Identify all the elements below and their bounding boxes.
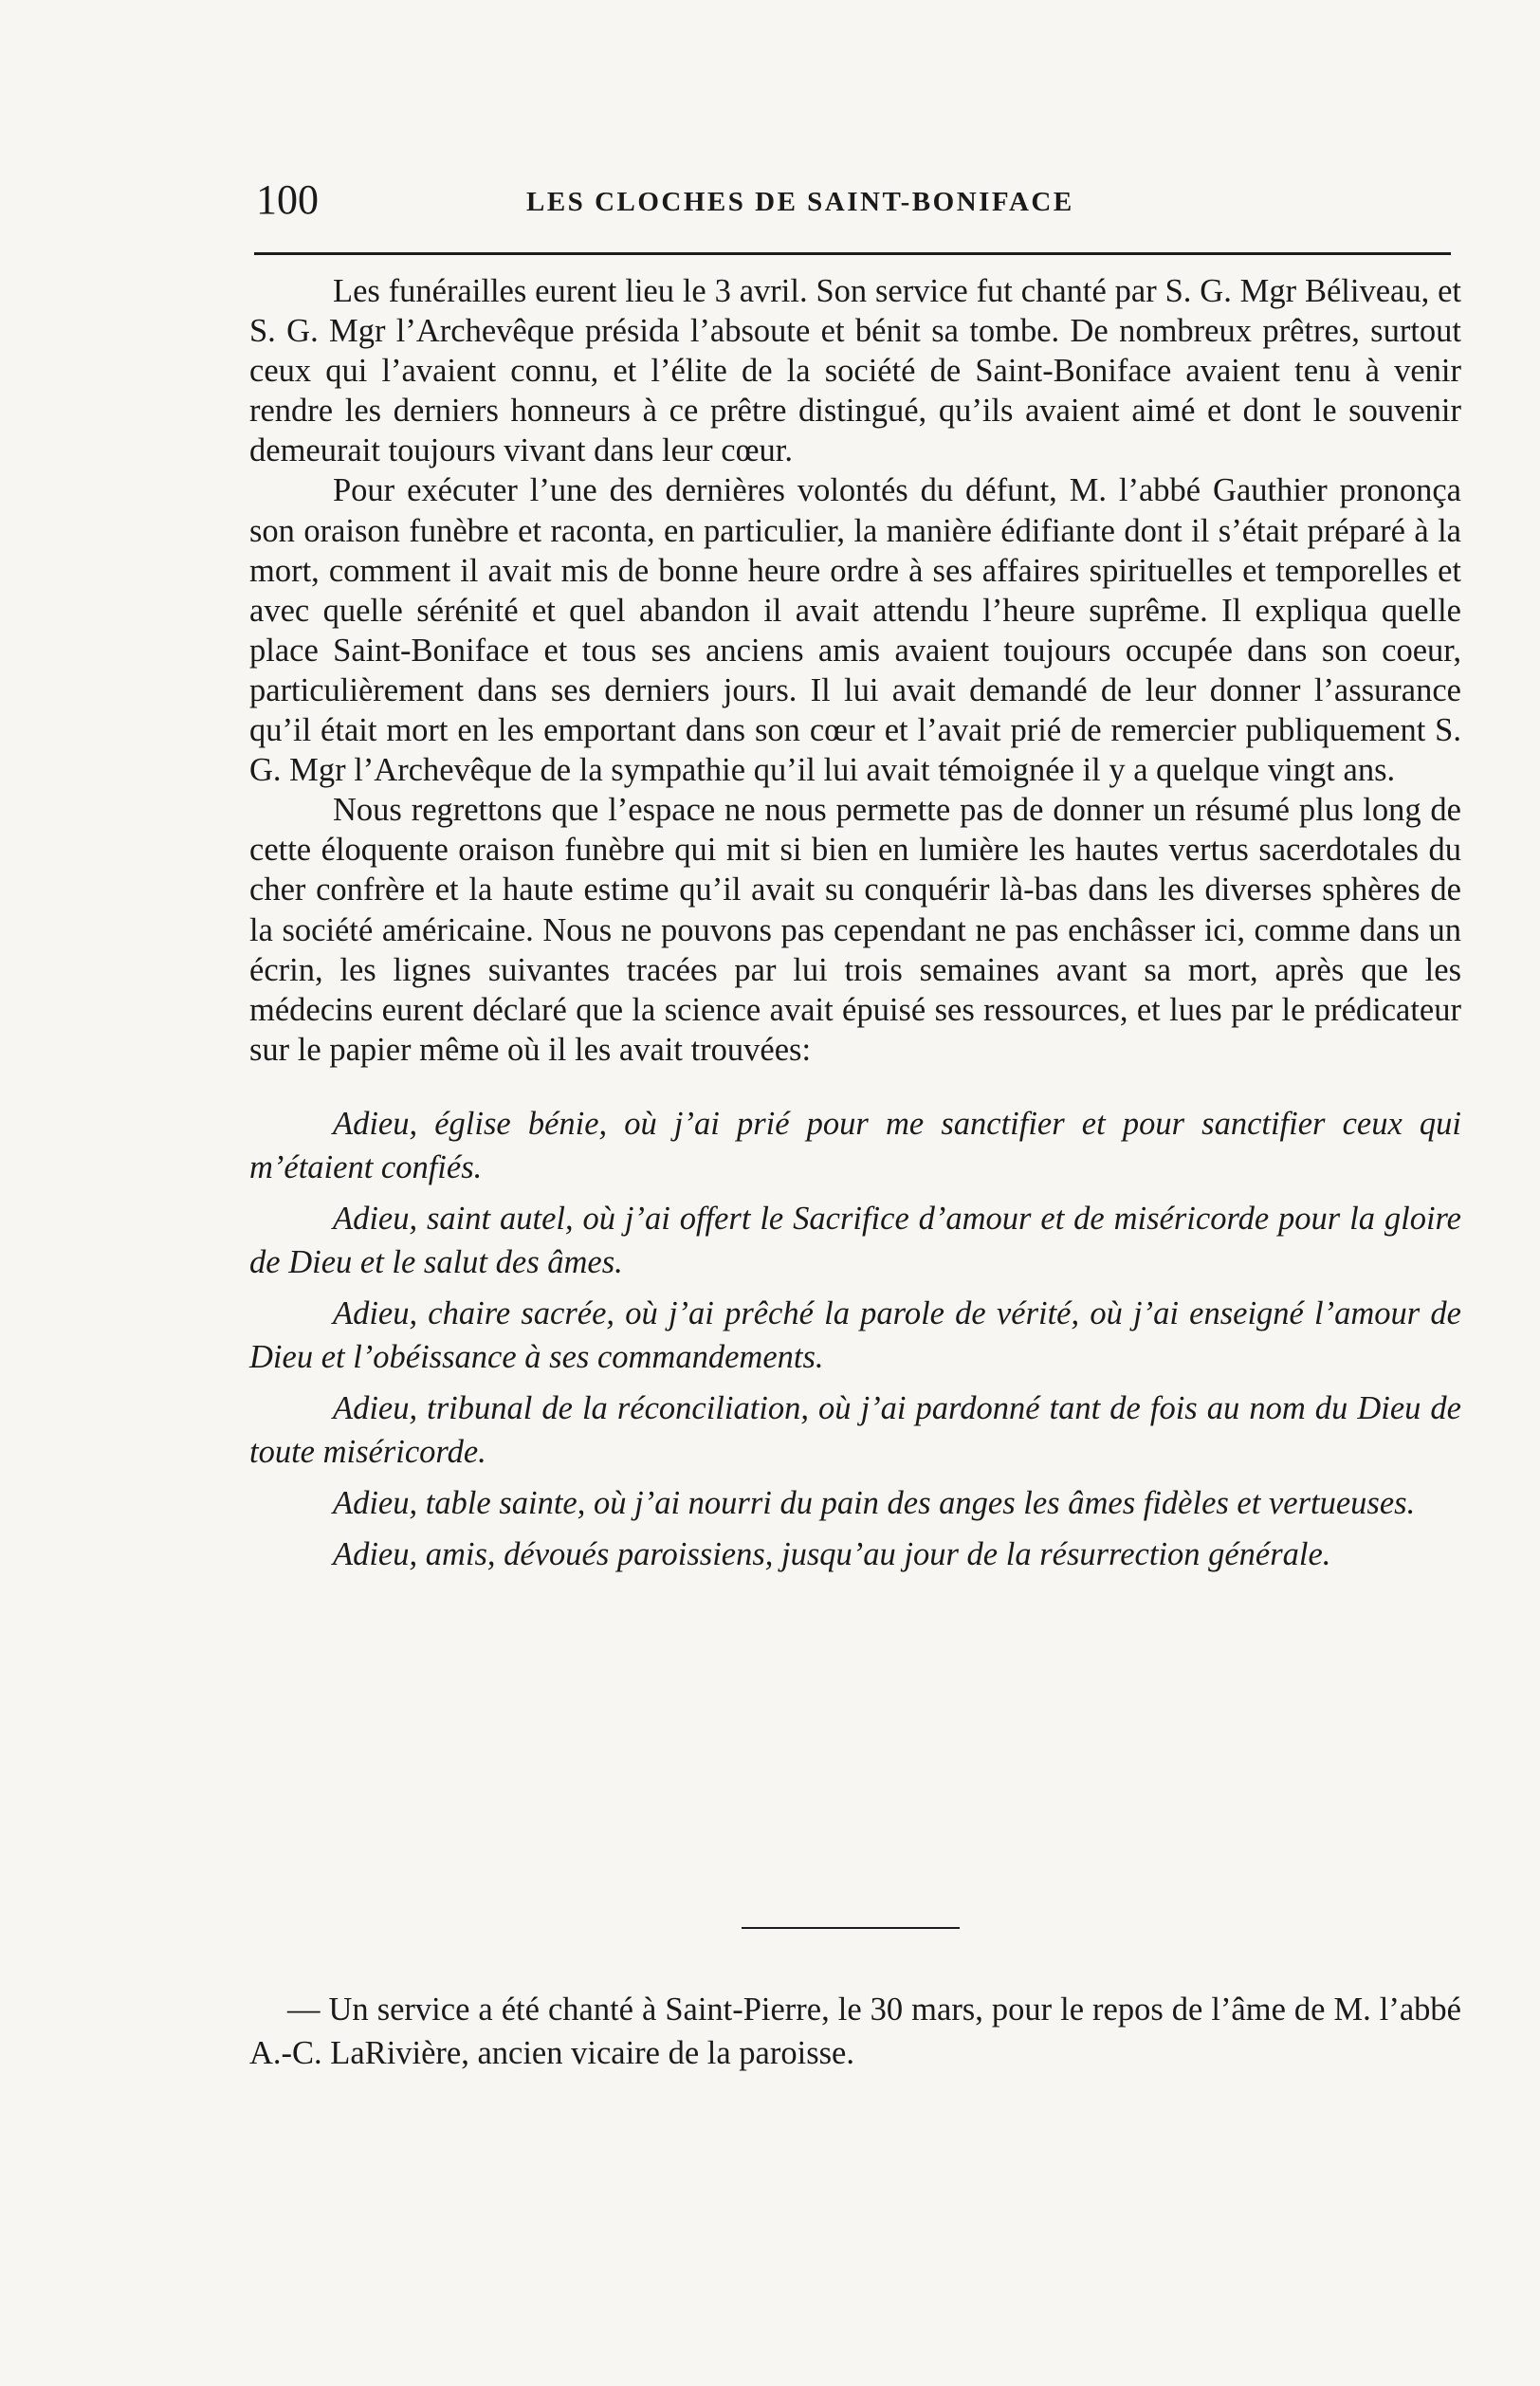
page-header: [251, 175, 1456, 232]
main-text: [249, 271, 1461, 1584]
section-divider: [742, 1927, 960, 1929]
farewell-line: Adieu, église bénie, où j’ai prié pour me sanctifier et pour sanctifier ceux qui m’étaient confiés.: [249, 1105, 1461, 1185]
farewell-line: Adieu, tribunal de la réconciliation, où j’ai pardonné tant de fois au nom du Dieu de toute miséricorde.: [249, 1389, 1461, 1470]
page-number: 100: [256, 176, 319, 223]
farewell-line: Adieu, saint autel, où j’ai offert le Sacrifice d’amour et de miséricorde pour la gloire de Dieu et le salut des âmes.: [249, 1200, 1461, 1280]
notice-text: — Un service a été chanté à Saint-Pierre, le 30 mars, pour le repos de l’âme de M. l’abbé A.-C. LaRivière, ancien vicaire de la paroisse.: [249, 1991, 1461, 2071]
paragraph-regrets: Nous regrettons que l’espace ne nous permette pas de donner un résumé plus long de cette éloquente oraison funèbre qui mit si bien en lumière les hautes vertus sacerdotales du cher confrère et la haute estime qu’il avait su conquérir là-bas dans les diverses sphères de la société américaine. Nous ne pouvons pas cependant ne pas enchâsser ici, comme dans un écrin, les lignes suivantes tracées par lui trois semaines avant sa mort, après que les médecins eurent déclaré que la science avait épuisé ses ressources, et lues par le prédicateur sur le papier même où il les avait trouvées:: [249, 792, 1461, 1068]
farewell-line: Adieu, chaire sacrée, où j’ai prêché la parole de vérité, où j’ai enseigné l’amour de Dieu et l’obéissance à ses commandements.: [249, 1294, 1461, 1375]
farewell-line: Adieu, amis, dévoués paroissiens, jusqu’au jour de la résurrection générale.: [333, 1535, 1331, 1572]
paragraph-funerals: Les funérailles eurent lieu le 3 avril. Son service fut chanté par S. G. Mgr Béliveau, et S. G. Mgr l’Archevêque présida l’absoute et bénit sa tombe. De nombreux prêtres, surtout ceux qui l’avaient connu, et l’élite de la société de Saint-Boniface avaient tenu à venir rendre les derniers honneurs à ce prêtre distingué, qu’ils avaient aimé et dont le souvenir demeurait toujours vivant dans leur cœur.: [249, 273, 1461, 469]
farewell-lines: [249, 1102, 1461, 1576]
running-head: LES CLOCHES DE SAINT-BONIFACE: [526, 187, 1074, 217]
paragraph-oraison: Pour exécuter l’une des dernières volontés du défunt, M. l’abbé Gauthier prononça son oraison funèbre et raconta, en particulier, la manière édifiante dont il s’était préparé à la mort, comment il avait mis de bonne heure ordre à ses affaires spirituelles et temporelles et avec quelle sérénité et quel abandon il avait attendu l’heure suprême. Il expliqua quelle place Saint-Boniface et tous ses anciens amis avaient toujours occupée dans son coeur, particulièrement dans ses derniers jours. Il lui avait demandé de leur donner l’assurance qu’il était mort en les emportant dans son cœur et l’avait prié de remercier publiquement S. G. Mgr l’Archevêque de la sympathie qu’il lui avait témoignée il y a quelque vingt ans.: [249, 472, 1461, 789]
farewell-line: Adieu, table sainte, où j’ai nourri du pain des anges les âmes fidèles et vertueuses.: [333, 1484, 1416, 1521]
service-notice: [249, 1988, 1461, 2075]
header-rule: [254, 252, 1451, 255]
